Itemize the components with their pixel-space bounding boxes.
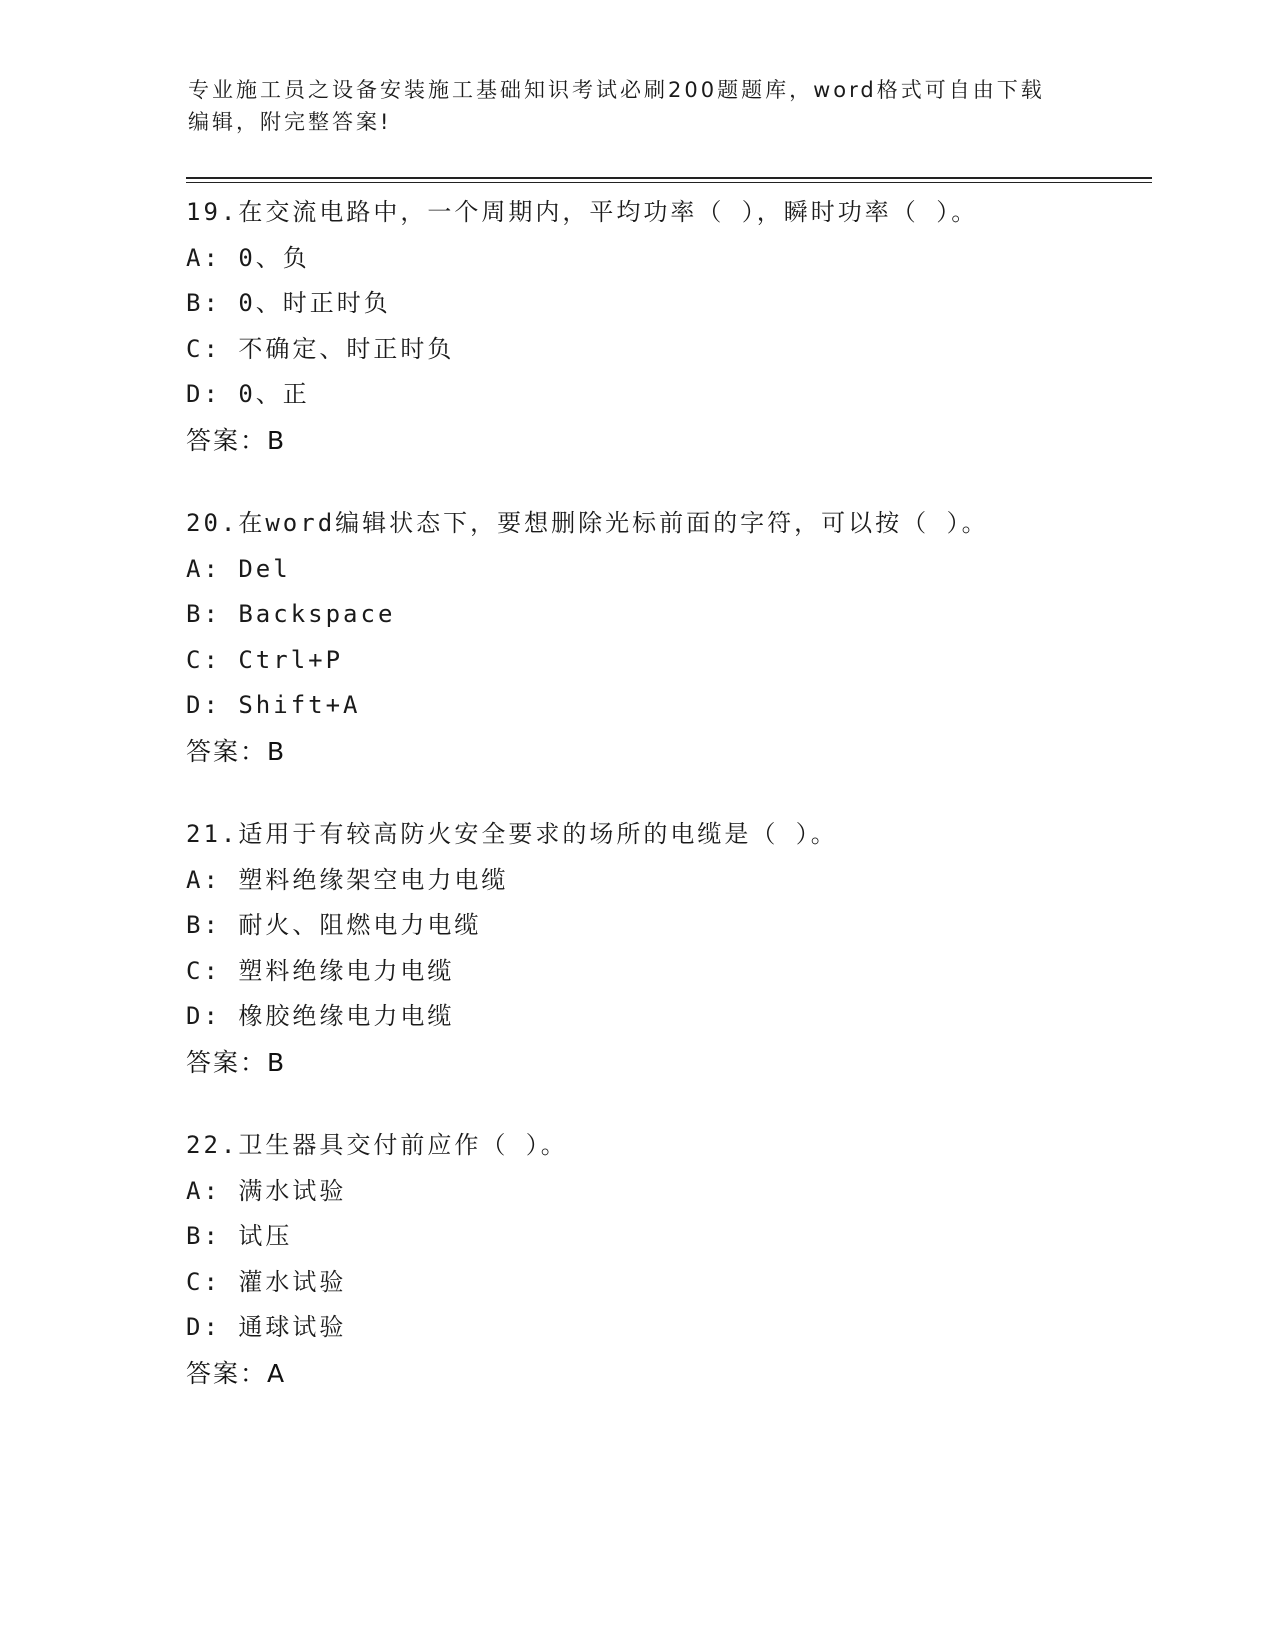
answer-line: 答案：B (186, 736, 287, 766)
option-b: B: 耐火、阻燃电力电缆 (186, 911, 482, 939)
question-22 (186, 1123, 1146, 1396)
question-stem: 22.卫生器具交付前应作（ ）。 (186, 1131, 568, 1159)
header-title-line-1: 专业施工员之设备安装施工基础知识考试必刷200题题库，word格式可自由下载 (188, 78, 1045, 102)
option-c: C: 塑料绝缘电力电缆 (186, 956, 455, 985)
header-divider-thick (186, 177, 1152, 179)
question-stem: 21.适用于有较高防火安全要求的场所的电缆是（ ）。 (186, 820, 838, 848)
header-divider-thin (186, 182, 1152, 183)
answer-line: 答案：B (186, 425, 287, 455)
option-a: A: Del (186, 554, 291, 583)
option-a: A: 0、负 (186, 243, 310, 272)
question-stem: 20.在word编辑状态下，要想删除光标前面的字符，可以按（ ）。 (186, 509, 989, 537)
option-a: A: 塑料绝缘架空电力电缆 (186, 865, 509, 894)
question-19 (186, 190, 1146, 463)
question-21 (186, 812, 1146, 1085)
question-list (186, 190, 1146, 1434)
header-title-line-2: 编辑，附完整答案! (188, 110, 392, 134)
question-20 (186, 501, 1146, 774)
answer-line: 答案：A (186, 1358, 287, 1388)
option-d: D: 通球试验 (186, 1313, 347, 1341)
option-a: A: 满水试验 (186, 1176, 347, 1205)
option-d: D: 0、正 (186, 380, 310, 408)
option-b: B: 0、时正时负 (186, 289, 391, 317)
document-header (188, 74, 1068, 138)
question-stem: 19.在交流电路中，一个周期内，平均功率（ ），瞬时功率（ ）。 (186, 198, 979, 226)
answer-line: 答案：B (186, 1047, 287, 1077)
option-d: D: Shift+A (186, 691, 361, 719)
option-b: B: Backspace (186, 600, 396, 628)
option-b: B: 试压 (186, 1222, 293, 1250)
option-c: C: 不确定、时正时负 (186, 334, 455, 363)
option-c: C: 灌水试验 (186, 1267, 347, 1296)
option-d: D: 橡胶绝缘电力电缆 (186, 1002, 455, 1030)
option-c: C: Ctrl+P (186, 645, 344, 674)
